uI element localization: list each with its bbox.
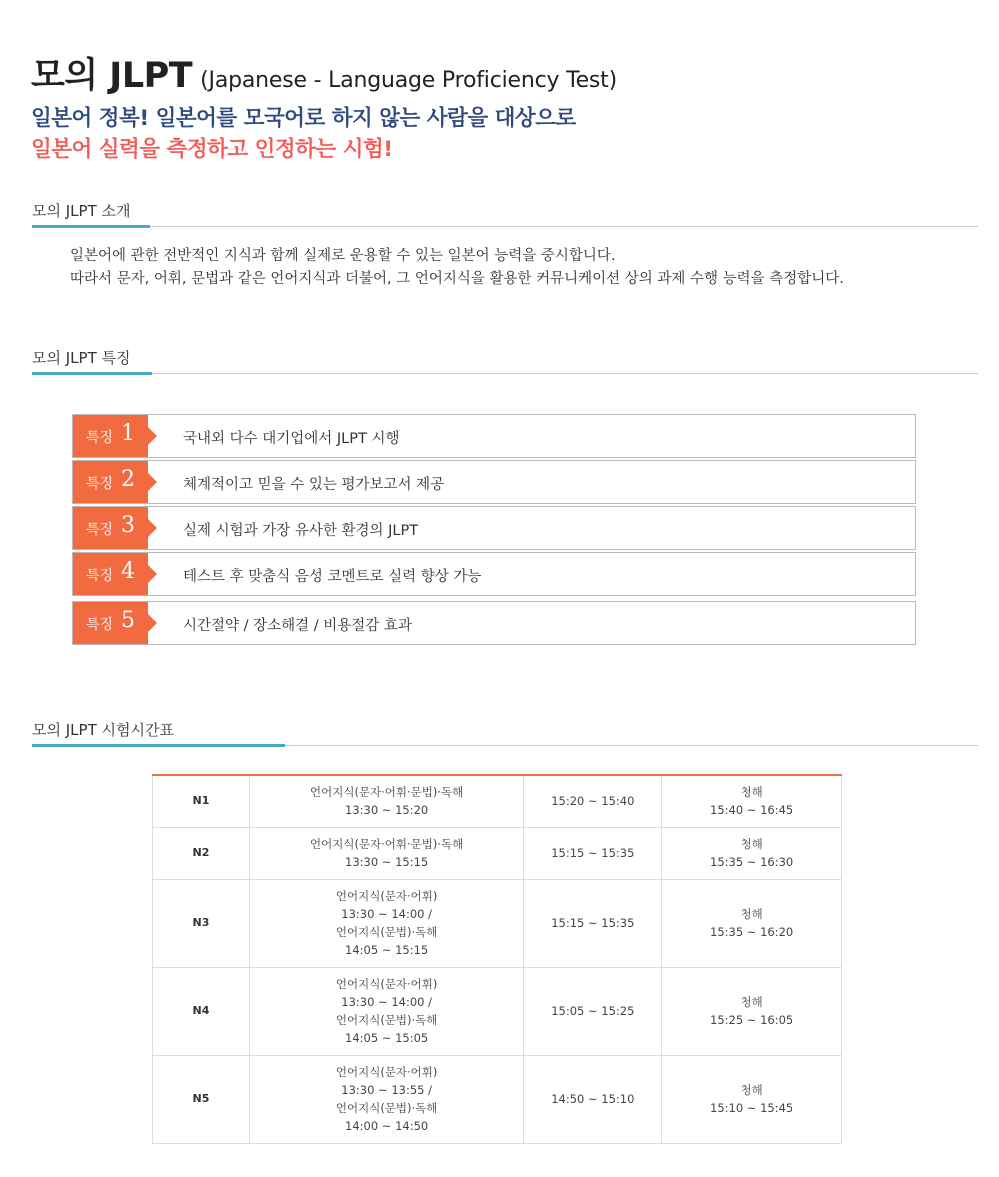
cell-line: 청해 bbox=[740, 1083, 763, 1097]
cell-line: 15:25 ~ 16:05 bbox=[710, 1013, 794, 1027]
title-main: 모의 JLPT bbox=[31, 56, 193, 96]
level-cell: N5 bbox=[153, 1055, 250, 1143]
table-row bbox=[153, 967, 842, 1055]
section2-cell bbox=[662, 827, 842, 879]
break-cell: 15:15 ~ 15:35 bbox=[524, 827, 662, 879]
break-cell: 15:05 ~ 15:25 bbox=[524, 967, 662, 1055]
feature-tag-label: 특징 bbox=[86, 568, 114, 584]
feature-tag bbox=[73, 507, 148, 549]
cell-line: 언어지식(문법)·독해 bbox=[335, 1013, 438, 1027]
section-heading-underline bbox=[32, 225, 150, 228]
cell-line: 13:30 ~ 15:15 bbox=[345, 855, 429, 869]
feature-tag-label: 특징 bbox=[86, 617, 114, 633]
cell-line: 언어지식(문자·어휘) bbox=[335, 977, 438, 991]
cell-line: 청해 bbox=[740, 995, 763, 1009]
feature-tag bbox=[73, 415, 148, 457]
feature-item-5 bbox=[72, 601, 916, 645]
feature-tag bbox=[73, 602, 148, 644]
feature-tag-number: 1 bbox=[121, 421, 135, 446]
break-cell: 15:15 ~ 15:35 bbox=[524, 879, 662, 967]
title-sub: (Japanese - Language Proficiency Test) bbox=[200, 68, 617, 93]
table-row bbox=[153, 775, 842, 827]
feature-item-3 bbox=[72, 506, 916, 550]
break-cell: 15:20 ~ 15:40 bbox=[524, 775, 662, 827]
cell-line: 언어지식(문자·어휘·문법)·독해 bbox=[310, 785, 464, 800]
feature-item-1 bbox=[72, 414, 916, 458]
section-heading-intro bbox=[32, 199, 978, 227]
cell-line: 언어지식(문자·어휘·문법)·독해 bbox=[310, 837, 464, 851]
feature-tag-label: 특징 bbox=[86, 522, 114, 538]
schedule-table bbox=[152, 774, 842, 1144]
cell-line: 15:10 ~ 15:45 bbox=[710, 1101, 794, 1115]
page-title bbox=[31, 48, 617, 98]
feature-item-4 bbox=[72, 552, 916, 596]
intro-line-2: 따라서 문자, 어휘, 문법과 같은 언어지식과 더불어, 그 언어지식을 활용한 커뮤니케이션 상의 과제 수행 능력을 측정합니다. bbox=[70, 271, 844, 287]
section-heading-features bbox=[32, 346, 978, 374]
feature-tag-number: 4 bbox=[121, 559, 135, 584]
feature-item-2 bbox=[72, 460, 916, 504]
section2-cell bbox=[662, 967, 842, 1055]
section-heading-underline bbox=[32, 372, 152, 375]
section2-cell bbox=[662, 775, 842, 827]
table-row bbox=[153, 827, 842, 879]
cell-line: 언어지식(문자·어휘) bbox=[335, 889, 438, 903]
feature-tag bbox=[73, 461, 148, 503]
intro-text bbox=[70, 245, 844, 291]
section-heading-schedule bbox=[32, 718, 978, 746]
section1-cell bbox=[249, 967, 524, 1055]
section1-cell bbox=[249, 879, 524, 967]
cell-line: 청해 bbox=[740, 785, 763, 800]
section2-cell bbox=[662, 879, 842, 967]
cell-line: 15:40 ~ 16:45 bbox=[710, 803, 794, 818]
intro-line-1: 일본어에 관한 전반적인 지식과 함께 실제로 운용할 수 있는 일본어 능력을 중시합니다. bbox=[70, 248, 616, 264]
feature-text: 실제 시험과 가장 유사한 환경의 JLPT bbox=[183, 523, 419, 539]
feature-text: 테스트 후 맞춤식 음성 코멘트로 실력 향상 가능 bbox=[183, 569, 482, 585]
cell-line: 청해 bbox=[740, 907, 763, 921]
feature-tag-number: 3 bbox=[121, 513, 135, 538]
tagline-line-2: 일본어 실력을 측정하고 인정하는 시험! bbox=[31, 137, 393, 162]
cell-line: 언어지식(문법)·독해 bbox=[335, 1101, 438, 1115]
cell-line: 청해 bbox=[740, 837, 763, 851]
feature-text: 시간절약 / 장소해결 / 비용절감 효과 bbox=[183, 618, 412, 634]
cell-line: 14:05 ~ 15:15 bbox=[345, 943, 429, 957]
feature-tag-number: 2 bbox=[121, 467, 135, 492]
section1-cell bbox=[249, 775, 524, 827]
level-cell: N2 bbox=[153, 827, 250, 879]
feature-tag-label: 특징 bbox=[86, 430, 114, 446]
section1-cell bbox=[249, 1055, 524, 1143]
level-cell: N4 bbox=[153, 967, 250, 1055]
cell-line: 언어지식(문자·어휘) bbox=[335, 1065, 438, 1079]
level-cell: N3 bbox=[153, 879, 250, 967]
feature-tag-number: 5 bbox=[121, 608, 135, 633]
section2-cell bbox=[662, 1055, 842, 1143]
section-heading-underline bbox=[32, 744, 285, 747]
section-heading-text: 모의 JLPT 특징 bbox=[32, 349, 131, 367]
cell-line: 15:35 ~ 16:20 bbox=[710, 925, 794, 939]
feature-tag-label: 특징 bbox=[86, 476, 114, 492]
cell-line: 14:00 ~ 14:50 bbox=[345, 1119, 429, 1133]
cell-line: 언어지식(문법)·독해 bbox=[335, 925, 438, 939]
section-heading-text: 모의 JLPT 소개 bbox=[32, 202, 131, 220]
feature-text: 체계적이고 믿을 수 있는 평가보고서 제공 bbox=[183, 477, 445, 493]
cell-line: 13:30 ~ 14:00 / bbox=[341, 995, 433, 1009]
cell-line: 14:05 ~ 15:05 bbox=[345, 1031, 429, 1045]
tagline-line-1: 일본어 정복! 일본어를 모국어로 하지 않는 사람을 대상으로 bbox=[31, 106, 576, 131]
cell-line: 13:30 ~ 13:55 / bbox=[341, 1083, 433, 1097]
level-cell: N1 bbox=[153, 775, 250, 827]
table-row bbox=[153, 879, 842, 967]
cell-line: 13:30 ~ 14:00 / bbox=[341, 907, 433, 921]
cell-line: 15:35 ~ 16:30 bbox=[710, 855, 794, 869]
feature-text: 국내외 다수 대기업에서 JLPT 시행 bbox=[183, 431, 400, 447]
cell-line: 13:30 ~ 15:20 bbox=[345, 803, 429, 818]
section-heading-text: 모의 JLPT 시험시간표 bbox=[32, 721, 174, 739]
break-cell: 14:50 ~ 15:10 bbox=[524, 1055, 662, 1143]
section1-cell bbox=[249, 827, 524, 879]
feature-tag bbox=[73, 553, 148, 595]
table-row bbox=[153, 1055, 842, 1143]
